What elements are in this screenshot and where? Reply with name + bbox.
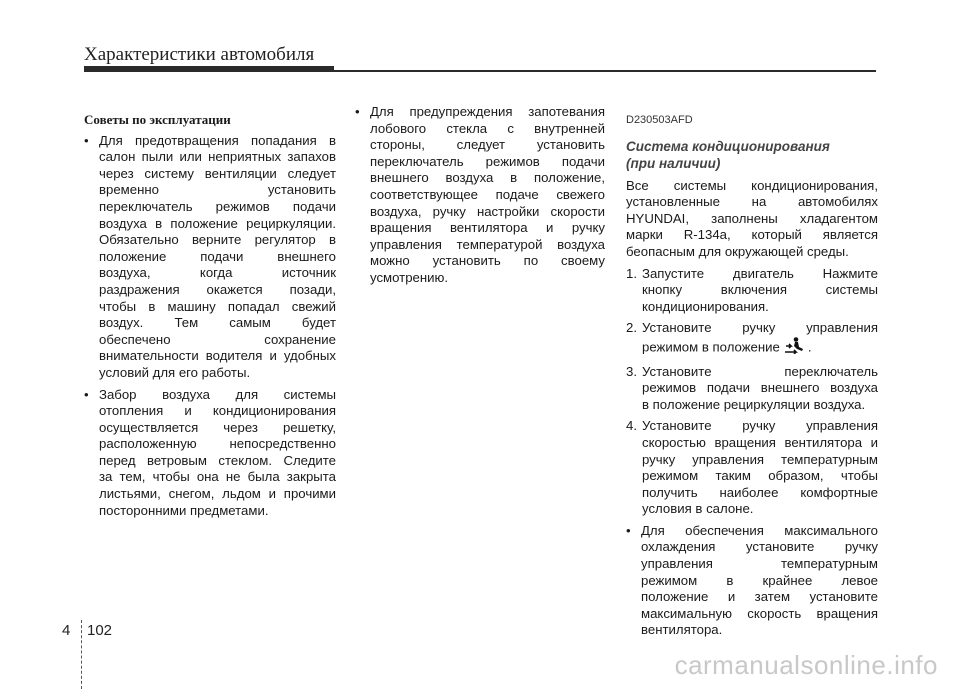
page-number: 102 [87, 622, 113, 639]
bullet-marker: • [355, 104, 360, 119]
text-line: внимательности водителя и удобных [99, 348, 336, 364]
text-line: чтобы в машину попадал свежий [99, 298, 336, 314]
column-middle [355, 104, 605, 292]
section-code: D230503AFD [626, 114, 693, 126]
text-line: перед ветровым стеклом. Следите [99, 452, 336, 468]
text-line: стороны, следует установить [370, 137, 605, 153]
text-fragment: . [807, 339, 812, 355]
text-line: скоростью вращения вентилятора и [642, 434, 878, 450]
text-line: воздуха, когда источник [99, 265, 336, 281]
header-rule-thin [334, 70, 876, 72]
text-line: управления температурным [641, 556, 878, 572]
text-line: за тем, чтобы она не была закрыта [99, 469, 336, 485]
section-subtitle: (при наличии) [626, 155, 721, 171]
text-line: расположенную непосредственно [99, 436, 336, 452]
step-number: 1. [626, 265, 637, 281]
step-item [626, 418, 878, 518]
text-line: кнопку включения системы [642, 282, 878, 298]
step-text [642, 364, 878, 414]
intro-paragraph [626, 178, 878, 261]
text-line: соответствующее подаче свежего [370, 186, 605, 202]
text-line [642, 337, 878, 359]
text-line: Все системы кондиционирования, [626, 177, 878, 193]
text-line: салон пыли или неприятных запахов [99, 149, 336, 165]
section-title: Система кондиционирования [626, 138, 830, 154]
text-line: Установите ручку управления [642, 418, 878, 434]
page-header-title: Характеристики автомобиля [84, 44, 315, 65]
step-text [642, 266, 878, 316]
bullet-text [99, 387, 336, 520]
bullet-text [99, 133, 336, 382]
text-line: марки R-134a, который является [626, 227, 878, 243]
footer-divider [81, 620, 82, 689]
text-line: лобового стекла с внутренней [370, 120, 605, 136]
text-line: установленные на автомобилях [626, 194, 878, 210]
text-line: беопасным для окружающей среды. [626, 243, 849, 259]
text-line: вентилятора. [641, 622, 723, 638]
text-line: условия в салоне. [642, 501, 754, 517]
bullet-marker: • [626, 522, 631, 538]
text-line: в положение рециркуляции воздуха. [642, 396, 866, 412]
column-left [84, 112, 336, 524]
text-line: Забор воздуха для системы [99, 386, 336, 402]
text-line: воздуха в положение рециркуляции. [99, 215, 336, 231]
text-line: режимом в крайнее левое [641, 572, 878, 588]
text-line: вращения вентилятора и ручку [370, 220, 605, 236]
text-line: листьями, снегом, льдом и прочими [99, 486, 336, 502]
list-item [355, 104, 605, 287]
text-line: Запустите двигатель Нажмите [642, 265, 878, 281]
step-number: 4. [626, 418, 637, 434]
text-line: можно установить по своему [370, 253, 605, 269]
text-line: максимальную скорость вращения [641, 605, 878, 621]
text-line: HYUNDAI, заполнены хладагентом [626, 210, 878, 226]
text-line: через систему вентиляции следует [99, 165, 336, 181]
text-line: кондиционирования. [642, 298, 769, 314]
text-line: воздуха, ручку настройки скорости [370, 203, 605, 219]
text-line: раздражения окажется позади, [99, 281, 336, 297]
section-number: 4 [62, 622, 71, 639]
list-item [626, 523, 878, 639]
text-line: положение и затем установите [641, 589, 878, 605]
text-line: обеспечено сохранение [99, 331, 336, 347]
step-text [642, 418, 878, 518]
text-line: Для предупреждения запотевания [370, 104, 605, 119]
feet-airflow-icon [784, 337, 804, 359]
column-right [626, 112, 878, 644]
text-line: усмотрению. [370, 269, 449, 285]
step-number: 2. [626, 320, 637, 336]
step-item [626, 364, 878, 414]
header-rule-thick [84, 66, 334, 72]
text-line: переключатель режимов подачи [99, 198, 336, 214]
text-line: положение подачи внешнего [99, 248, 336, 264]
text-line: Обязательно верните регулятор в [99, 232, 336, 248]
text-line: охлаждения установите ручку [641, 539, 878, 555]
text-line: Установите ручку управления [642, 320, 878, 336]
text-line: получить наиболее комфортные [642, 484, 878, 500]
text-line: воздух. Тем самым будет [99, 315, 336, 331]
watermark: carmanualsonline.info [674, 650, 938, 680]
text-line: Для обеспечения максимального [641, 522, 878, 538]
text-fragment: режимом в положение [642, 339, 780, 355]
text-line: режимом таким образом, чтобы [642, 468, 878, 484]
text-line: временно установить [99, 182, 336, 198]
bullet-text [641, 523, 878, 639]
text-line: внешнего воздуха в положение, [370, 170, 605, 186]
text-line: режимов подачи внешнего воздуха [642, 380, 878, 396]
bullet-text [370, 104, 605, 287]
text-line: переключатель режимов подачи [370, 153, 605, 169]
bullet-marker: • [84, 386, 89, 402]
text-line: ручку управления температурным [642, 451, 878, 467]
text-line: посторонними предметами. [99, 502, 269, 518]
text-line: управления температурой воздуха [370, 236, 605, 252]
text-line: осуществляется через решетку, [99, 419, 336, 435]
text-line: Установите переключатель [642, 363, 878, 379]
text-line: Для предотвращения попадания в [99, 132, 336, 148]
list-item [84, 133, 336, 382]
bullet-marker: • [84, 132, 89, 148]
step-text [642, 320, 878, 358]
list-item [84, 387, 336, 520]
step-item [626, 266, 878, 316]
step-item [626, 320, 878, 358]
step-number: 3. [626, 363, 637, 379]
section-heading: Советы по эксплуатации [84, 112, 231, 127]
text-line: условий для его работы. [99, 364, 251, 380]
text-line: отопления и кондиционирования [99, 403, 336, 419]
